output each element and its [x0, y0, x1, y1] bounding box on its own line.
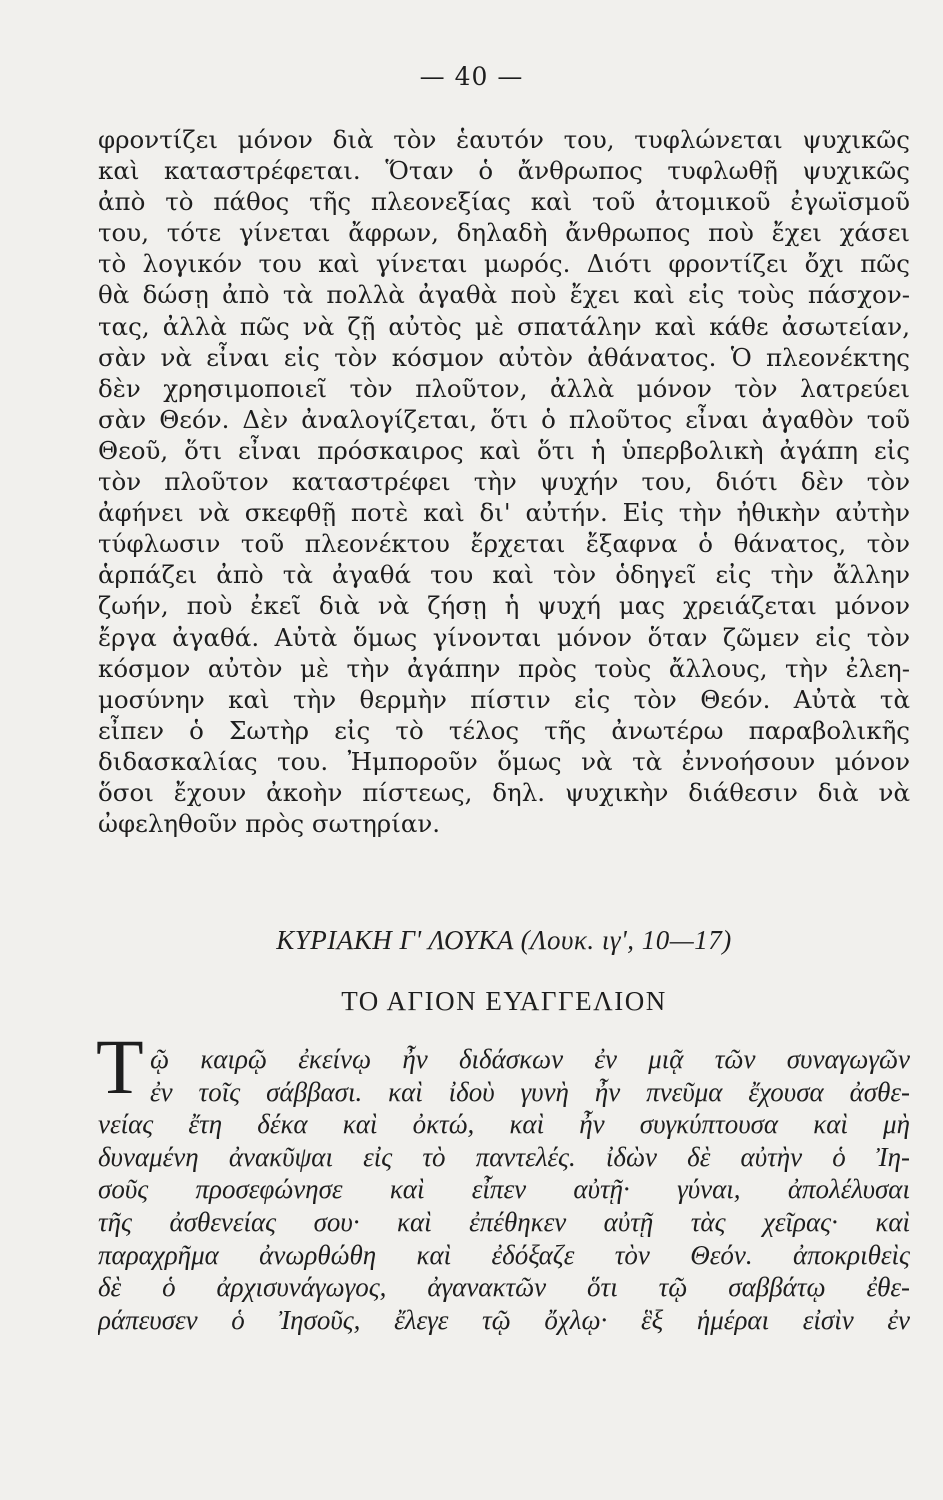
- body-line: ἀφήνει νὰ σκεφθῇ ποτὲ καὶ δι' αὐτήν. Εἰς τὴν ἠθικὴν αὐτὴν: [98, 498, 910, 528]
- body-paragraph: [98, 124, 910, 839]
- gospel-line: δυναμένη ἀνακῦψαι εἰς τὸ παντελές. ἰδὼν δὲ αὐτὴν ὁ Ἰη-: [98, 1141, 910, 1172]
- body-line: τὸ λογικόν του καὶ γίνεται μωρός. Διότι φροντίζει ὄχι πῶς: [98, 249, 910, 279]
- body-line: δὲν χρησιμοποιεῖ τὸν πλοῦτον, ἀλλὰ μόνον τὸν λατρεύει: [98, 373, 910, 403]
- body-line: τύφλωσιν τοῦ πλεονέκτου ἔρχεται ἔξαφνα ὁ θάνατος, τὸν: [98, 529, 910, 559]
- gospel-passage: [98, 1043, 910, 1336]
- body-line: σὰν Θεόν. Δὲν ἀναλογίζεται, ὅτι ὁ πλοῦτος εἶναι ἀγαθὸν τοῦ: [98, 404, 910, 434]
- body-line: ἀπὸ τὸ πάθος τῆς πλεονεξίας καὶ τοῦ ἀτομικοῦ ἐγωϊσμοῦ: [98, 187, 910, 217]
- body-line: ἔργα ἀγαθά. Αὐτὰ ὅμως γίνονται μόνον ὅταν ζῶμεν εἰς τὸν: [98, 622, 910, 652]
- body-line: ζωήν, ποὺ ἐκεῖ διὰ νὰ ζήσῃ ἡ ψυχή μας χρειάζεται μόνον: [98, 591, 910, 621]
- body-line: ὠφεληθοῦν πρὸς σωτηρίαν.: [98, 809, 441, 839]
- body-line: μοσύνην καὶ τὴν θερμὴν πίστιν εἰς τὸν Θεόν. Αὐτὰ τὰ: [98, 684, 910, 714]
- gospel-line: σοῦς προσεφώνησε καὶ εἶπεν αὐτῇ· γύναι, ἀπολέλυσαι: [98, 1174, 910, 1205]
- body-line: Θεοῦ, ὅτι εἶναι πρόσκαιρος καὶ ὅτι ἡ ὑπερβολικὴ ἀγάπη εἰς: [98, 435, 910, 465]
- gospel-line: ῷ καιρῷ ἐκείνῳ ἦν διδάσκων ἐν μιᾷ τῶν συναγωγῶν: [150, 1044, 910, 1074]
- body-line: θὰ δώσῃ ἀπὸ τὰ πολλὰ ἀγαθὰ ποὺ ἔχει καὶ εἰς τοὺς πάσχον-: [98, 280, 910, 310]
- body-line: κόσμον αὐτὸν μὲ τὴν ἀγάπην πρὸς τοὺς ἄλλους, τὴν ἐλεη-: [98, 653, 910, 683]
- gospel-line: ράπευσεν ὁ Ἰησοῦς, ἔλεγε τῷ ὄχλῳ· ἓξ ἡμέραι εἰσὶν ἐν: [98, 1304, 910, 1335]
- body-line: φροντίζει μόνον διὰ τὸν ἑαυτόν του, τυφλώνεται ψυχικῶς: [98, 125, 910, 154]
- gospel-line: ἐν τοῖς σάββασι. καὶ ἰδοὺ γυνὴ ἦν πνεῦμα ἔχουσα ἀσθε-: [150, 1076, 910, 1107]
- body-line: σὰν νὰ εἶναι εἰς τὸν κόσμον αὐτὸν ἀθάνατος. Ὁ πλεονέκτης: [98, 342, 910, 372]
- section-heading: ΚΥΡΙΑΚΗ Γ' ΛΟΥΚΑ (Λουκ. ιγ', 10—17): [276, 925, 732, 955]
- body-line: τας, ἀλλὰ πῶς νὰ ζῇ αὐτὸς μὲ σπατάλην καὶ κάθε ἀσωτείαν,: [98, 311, 910, 341]
- body-line: τὸν πλοῦτον καταστρέφει τὴν ψυχήν του, διότι δὲν τὸν: [98, 467, 910, 497]
- body-line: ἁρπάζει ἀπὸ τὰ ἀγαθά του καὶ τὸν ὁδηγεῖ εἰς τὴν ἄλλην: [98, 560, 910, 590]
- gospel-line: τῆς ἀσθενείας σου· καὶ ἐπέθηκεν αὐτῇ τὰς χεῖρας· καὶ: [98, 1206, 910, 1237]
- body-line: εἶπεν ὁ Σωτὴρ εἰς τὸ τέλος τῆς ἀνωτέρω παραβολικῆς: [98, 715, 910, 745]
- body-line: διδασκαλίας του. Ἠμποροῦν ὅμως νὰ τὰ ἐννοήσουν μόνον: [98, 746, 910, 776]
- gospel-line: δὲ ὁ ἀρχισυνάγωγος, ἀγανακτῶν ὅτι τῷ σαββάτῳ ἐθε-: [98, 1272, 910, 1303]
- body-line: του, τότε γίνεται ἄφρων, δηλαδὴ ἄνθρωπος ποὺ ἔχει χάσει: [98, 218, 910, 248]
- body-line: καὶ καταστρέφεται. Ὅταν ὁ ἄνθρωπος τυφλωθῇ ψυχικῶς: [98, 156, 910, 186]
- page-number: — 40 —: [419, 62, 524, 91]
- body-line: ὅσοι ἔχουν ἀκοὴν πίστεως, δηλ. ψυχικὴν διάθεσιν διὰ νὰ: [98, 777, 910, 807]
- gospel-line: παραχρῆμα ἀνωρθώθη καὶ ἐδόξαζε τὸν Θεόν. ἀποκριθεὶς: [98, 1239, 910, 1270]
- gospel-title: ΤΟ ΑΓΙΟΝ ΕΥΑΓΓΕΛΙΟΝ: [341, 986, 667, 1016]
- gospel-line: νείας ἔτη δέκα καὶ ὀκτώ, καὶ ἦν συγκύπτουσα καὶ μὴ: [98, 1109, 910, 1140]
- drop-cap: Τ: [96, 1023, 144, 1110]
